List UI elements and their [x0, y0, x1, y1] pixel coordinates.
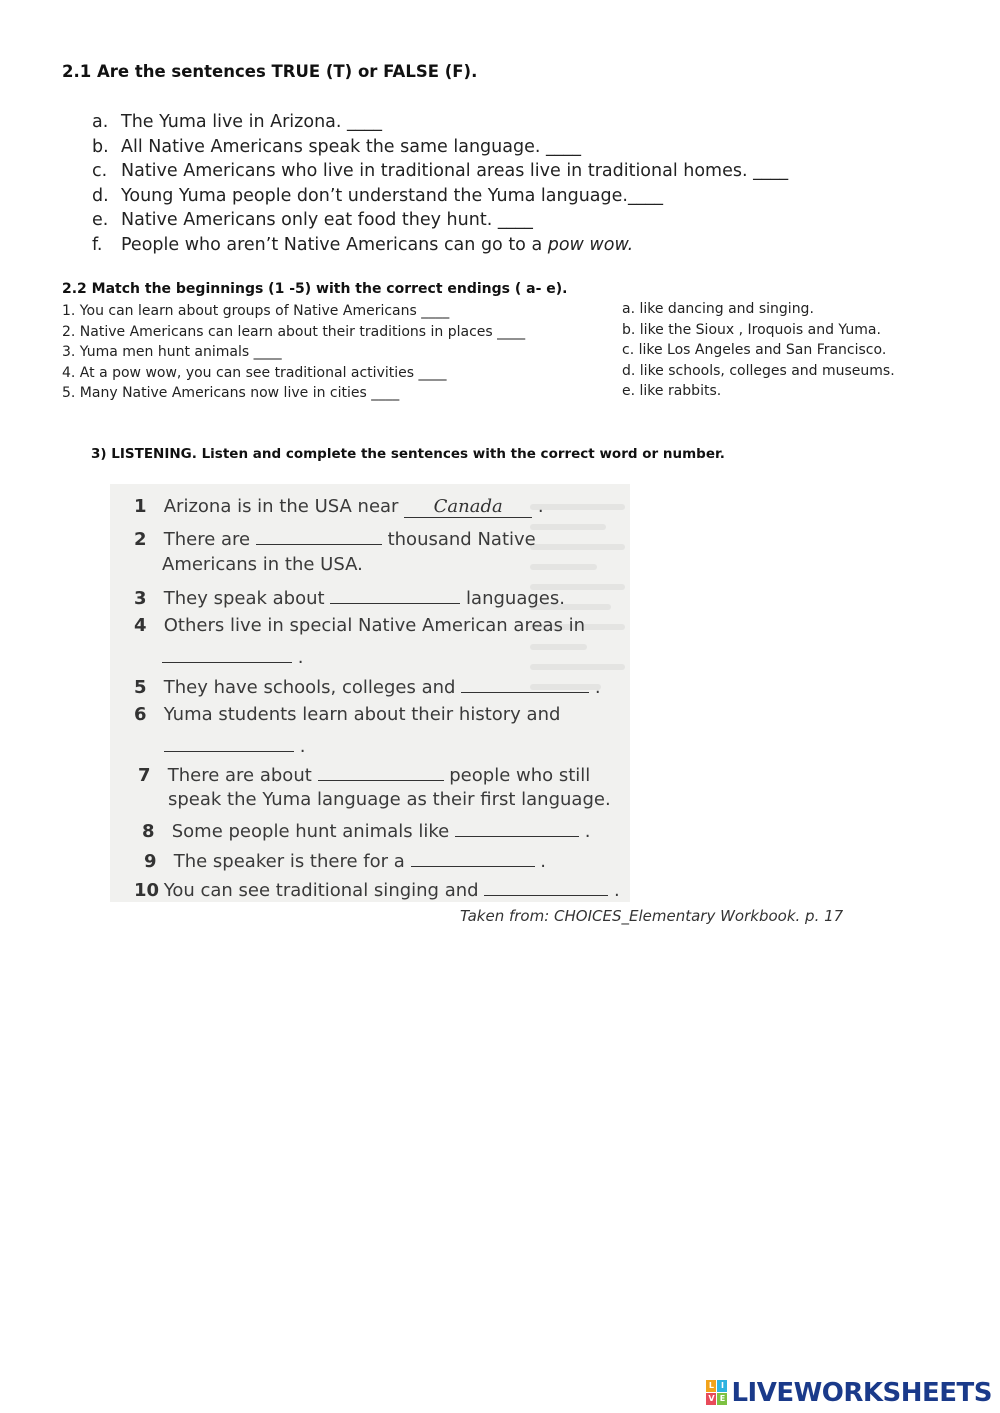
beginning-item: 2. Native Americans can learn about their traditions in places ____	[62, 323, 526, 340]
answer-blank[interactable]	[330, 585, 460, 604]
answer-blank[interactable]	[256, 526, 382, 545]
question-text: There are	[163, 529, 251, 550]
question-end: .	[537, 496, 544, 517]
item-letter: a.	[92, 112, 109, 132]
ending-item: e. like rabbits.	[622, 383, 722, 400]
answer-blank[interactable]	[162, 644, 292, 663]
list-item	[92, 159, 788, 184]
list-item	[92, 184, 788, 209]
question-row	[144, 848, 546, 872]
question-text: The speaker is there for a	[173, 851, 405, 872]
question-text: They have schools, colleges and	[163, 677, 456, 698]
question-continuation: speak the Yuma language as their first language.	[168, 789, 611, 810]
question-row	[134, 615, 585, 636]
logo-mark-letter: I	[717, 1380, 727, 1392]
question-end: .	[584, 821, 591, 842]
source-citation: Taken from: CHOICES_Elementary Workbook. p. 17	[460, 907, 844, 925]
answer-blank[interactable]	[164, 733, 294, 752]
question-text: people who still	[449, 765, 591, 786]
answer-blank[interactable]	[318, 762, 444, 781]
question-number: 3	[134, 588, 147, 609]
item-letter: c.	[92, 161, 108, 182]
question-text: Yuma students learn about their history and	[163, 704, 561, 725]
logo-mark-letter: L	[706, 1380, 716, 1392]
question-number: 4	[134, 615, 147, 636]
item-text-italic: pow wow.	[547, 234, 634, 255]
list-item	[92, 233, 788, 258]
question-row	[138, 762, 590, 786]
list-item	[92, 208, 788, 233]
question-continuation	[162, 644, 303, 668]
question-continuation	[164, 733, 305, 757]
list-item	[92, 135, 788, 160]
question-end: .	[297, 647, 304, 668]
answer-blank[interactable]	[461, 674, 589, 693]
question-end: .	[299, 736, 306, 757]
question-number: 1	[134, 496, 147, 517]
beginning-item: 4. At a pow wow, you can see traditional activities ____	[62, 364, 447, 381]
question-text: There are about	[167, 765, 312, 786]
item-letter: e.	[92, 210, 109, 231]
question-number: 7	[138, 765, 151, 786]
question-row	[142, 818, 590, 842]
answer-blank[interactable]	[411, 848, 535, 867]
question-text: thousand Native	[387, 529, 536, 550]
question-end: .	[540, 851, 546, 872]
list-item	[92, 110, 788, 135]
question-text: They speak about	[163, 588, 325, 609]
item-text: The Yuma live in Arizona. ____	[121, 112, 383, 132]
question-text: Arizona is in the USA near	[163, 496, 399, 517]
question-row	[134, 704, 560, 725]
answer-blank[interactable]	[455, 818, 579, 837]
item-text: Native Americans only eat food they hunt. ____	[121, 210, 533, 231]
question-row	[134, 877, 620, 901]
question-text: You can see traditional singing and	[163, 880, 479, 901]
question-number: 6	[134, 704, 147, 725]
question-row	[134, 585, 565, 609]
beginnings-list	[62, 301, 525, 404]
logo-mark-letter: E	[717, 1393, 727, 1405]
section-2-2-title: 2.2 Match the beginnings (1 -5) with the correct endings ( a- e).	[62, 281, 568, 297]
question-text: Some people hunt animals like	[171, 821, 450, 842]
ending-item: c. like Los Angeles and San Francisco.	[622, 342, 887, 359]
logo-text: LIVEWORKSHEETS	[731, 1378, 992, 1408]
beginning-item: 1. You can learn about groups of Native Americans ____	[62, 303, 450, 319]
beginning-item: 5. Many Native Americans now live in cities ____	[62, 385, 400, 402]
scanned-exercise	[110, 484, 630, 902]
question-text: Others live in special Native American areas in	[163, 615, 586, 636]
item-text: People who aren’t Native Americans can go to a	[121, 234, 548, 255]
answer-blank[interactable]	[484, 877, 608, 896]
liveworksheets-logo	[706, 1378, 992, 1408]
question-continuation: Americans in the USA.	[162, 554, 363, 575]
true-false-list	[92, 110, 788, 258]
question-number: 5	[134, 677, 147, 698]
question-end: .	[614, 880, 620, 901]
logo-mark-icon	[706, 1380, 728, 1406]
logo-mark-letter: V	[708, 1394, 715, 1403]
beginning-item: 3. Yuma men hunt animals ____	[62, 344, 282, 361]
item-text: Native Americans who live in traditional areas live in traditional homes. ____	[121, 161, 789, 182]
question-text: languages.	[466, 588, 565, 609]
question-number: 9	[144, 851, 157, 872]
item-text: Young Yuma people don’t understand the Yuma language.____	[121, 185, 663, 206]
question-end: .	[594, 677, 601, 698]
item-letter: d.	[92, 185, 109, 206]
item-letter: b.	[92, 136, 109, 157]
question-row	[134, 496, 544, 518]
endings-list	[622, 299, 895, 402]
question-number: 8	[142, 821, 155, 842]
item-text: All Native Americans speak the same language. ____	[121, 136, 581, 157]
ending-item: a. like dancing and singing.	[622, 301, 814, 317]
section-3-title: 3) LISTENING. Listen and complete the sentences with the correct word or number.	[91, 446, 725, 462]
question-number: 10	[134, 880, 160, 901]
question-row	[134, 526, 536, 550]
item-letter: f.	[92, 234, 103, 255]
question-number: 2	[134, 529, 147, 550]
ending-item: d. like schools, colleges and museums.	[622, 362, 895, 379]
section-2-1-title: 2.1 Are the sentences TRUE (T) or FALSE (F).	[62, 62, 478, 81]
question-row	[134, 674, 601, 698]
example-answer: Canada	[433, 496, 503, 517]
ending-item: b. like the Sioux , Iroquois and Yuma.	[622, 321, 881, 338]
